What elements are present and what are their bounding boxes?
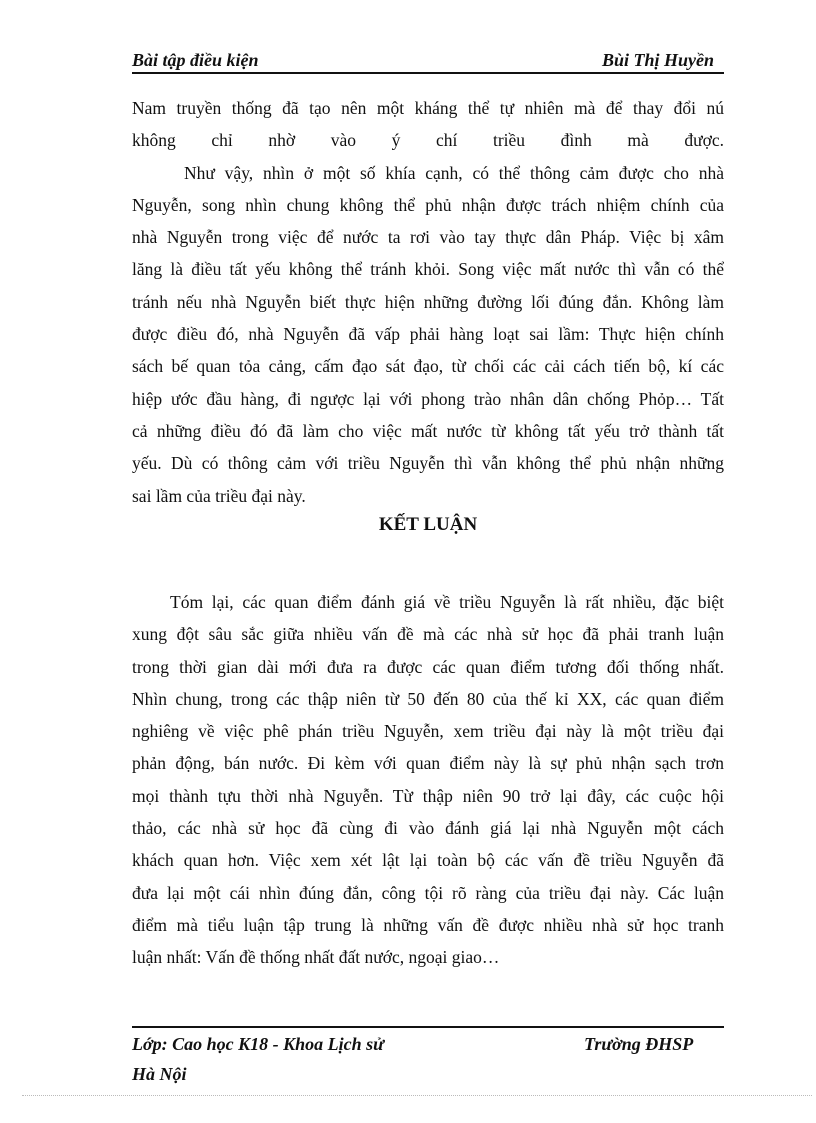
text-line: mọi thành tựu thời nhà Nguyễn. Từ thập niên 90 trở lại đây, các cuộc hội	[132, 785, 724, 806]
text-line: luận nhất: Vấn đề thống nhất đất nước, ngoại giao…	[132, 947, 500, 968]
footer-class: Lớp: Cao học K18 - Khoa Lịch sử	[132, 1034, 384, 1054]
text-line: nhà Nguyễn trong việc để nước ta rơi vào tay thực dân Pháp. Việc bị xâm	[132, 227, 724, 248]
text-line: điểm mà tiểu luận tập trung là những vấn đề được nhiều nhà sử học tranh	[132, 914, 724, 935]
body-text	[132, 92, 724, 512]
text-line: được điều đó, nhà Nguyễn đã vấp phải hàng loạt sai lầm: Thực hiện chính	[132, 324, 724, 345]
page-footer	[132, 1026, 724, 1088]
text-line: cả những điều đó đã làm cho việc mất nước từ không tất yếu trở thành tất	[132, 420, 724, 441]
header-author: Bùi Thị Huyền	[601, 50, 714, 70]
page-header	[132, 50, 724, 74]
conclusion-text	[132, 586, 724, 974]
text-line: Nguyễn, song nhìn chung không thể phủ nhận được trách nhiệm chính của	[132, 194, 724, 215]
text-line: không chỉ nhờ vào ý chí triều đình mà được.	[132, 130, 724, 151]
text-line: sách bế quan tỏa cảng, cấm đạo sát đạo, từ chối các cải cách tiến bộ, kí các	[132, 356, 724, 377]
text-line: tránh nếu nhà Nguyễn biết thực hiện những đường lối đúng đắn. Không làm	[132, 291, 724, 312]
text-line: thảo, các nhà sử học đã cùng đi vào đánh giá lại nhà Nguyễn một cách	[132, 818, 724, 839]
text-line: hiệp ước đầu hàng, đi ngược lại với phong trào nhân dân chống Phỏp… Tất	[132, 388, 724, 409]
text-line: Nam truyền thống đã tạo nên một kháng thể tự nhiên mà để thay đổi nú	[132, 98, 724, 118]
text-line: khách quan hơn. Việc xem xét lật lại toàn bộ các vấn đề triều Nguyễn đã	[132, 850, 724, 871]
text-line: đưa lại một cái nhìn đúng đắn, công tội rõ ràng của triều đại này. Các luận	[132, 882, 724, 903]
text-line: sai lầm của triều đại này.	[132, 485, 306, 506]
page-bottom-divider	[22, 1095, 812, 1096]
footer-school: Trường ĐHSP	[584, 1034, 694, 1054]
text-line: phản động, bán nước. Đi kèm với quan điểm này là sự phủ nhận sạch trơn	[132, 753, 724, 774]
text-line: trong thời gian dài mới đưa ra được các quan điểm tương đối thống nhất.	[132, 656, 724, 677]
text-line: Nhìn chung, trong các thập niên từ 50 đến 80 của thế kỉ XX, các quan điểm	[132, 688, 724, 709]
text-line: Như vậy, nhìn ở một số khía cạnh, có thể thông cảm được cho nhà	[184, 162, 724, 183]
text-line: lăng là điều tất yếu không thể tránh khỏi. Song việc mất nước thì vẫn có thể	[132, 259, 724, 280]
section-heading: KẾT LUẬN	[378, 514, 478, 535]
text-line: Tóm lại, các quan điểm đánh giá về triều Nguyễn là rất nhiều, đặc biệt	[170, 592, 724, 612]
text-line: xung đột sâu sắc giữa nhiều vấn đề mà các nhà sử học đã phải tranh luận	[132, 624, 724, 645]
text-line: yếu. Dù có thông cảm với triều Nguyễn thì vẫn không thể phủ nhận những	[132, 453, 724, 474]
footer-city: Hà Nội	[132, 1064, 187, 1084]
header-title: Bài tập điều kiện	[132, 50, 259, 70]
text-line: nghiêng về việc phê phán triều Nguyễn, xem triều đại này là một triều đại	[132, 721, 724, 742]
